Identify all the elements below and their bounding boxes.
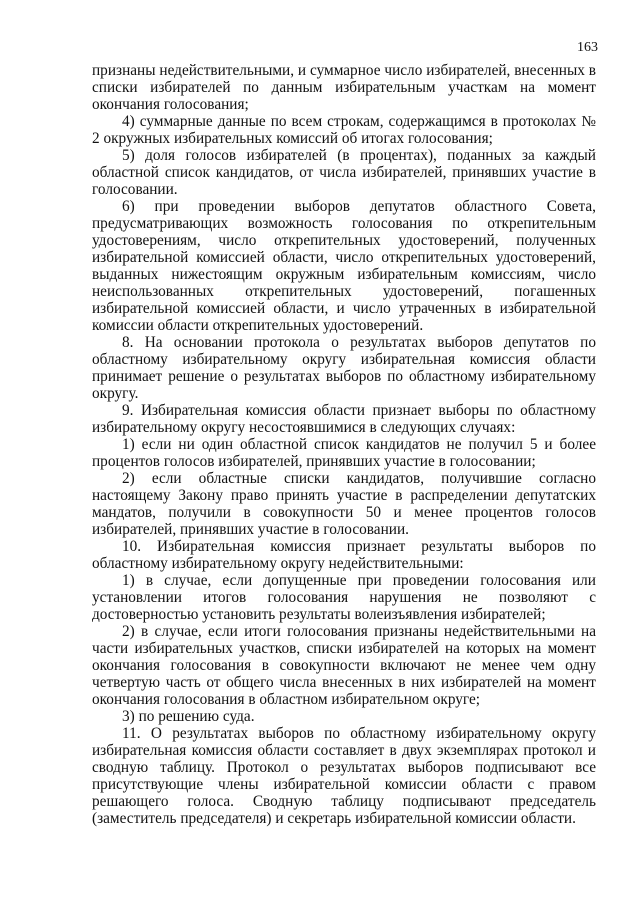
paragraph-section-11: 11. О результатах выборов по областному избирательному округу избирательная комиссия области составляет в двух экземплярах протокол и сводную таблицу. Протокол о результатах выборов подписывают все присутствующие члены избирательной комиссии области с правом решающего голоса. Сводную таблицу подписывают председатель (заместитель председателя) и секретарь избирательной комиссии области. [92,725,596,827]
paragraph-item-6: 6) при проведении выборов депутатов областного Совета, предусматривающих возможность голосования по открепительным удостоверениям, число открепительных удостоверений, полученных избирательной комиссией области, число открепительных удостоверений, выданных нижестоящим окружным избирательным комиссиям, число неиспользованных открепительных удостоверений, погашенных избирательной комиссией области, и число утраченных в избирательной комиссии области открепительных удостоверений. [92,198,596,334]
paragraph-section-9-item-1: 1) если ни один областной список кандидатов не получил 5 и более процентов голосов избирателей, принявших участие в голосовании; [92,436,596,470]
paragraph-item-5: 5) доля голосов избирателей (в процентах), поданных за каждый областной список кандидатов, от числа избирателей, принявших участие в голосовании. [92,147,596,198]
paragraph-section-9: 9. Избирательная комиссия области признает выборы по областному избирательному округу несостоявшимися в следующих случаях: [92,402,596,436]
paragraph-section-10-item-3: 3) по решению суда. [122,708,255,725]
paragraph-section-10-item-2: 2) в случае, если итоги голосования признаны недействительными на части избирательных участков, списки избирателей на которых на момент окончания голосования в совокупности включают не менее чем одну четвертую часть от общего числа внесенных в них избирателей на момент окончания голосования в областном избирательном округе; [92,623,596,708]
page-number: 163 [577,40,598,55]
paragraph-section-9-item-2: 2) если областные списки кандидатов, получившие согласно настоящему Закону право принять участие в распределении депутатских мандатов, получили в совокупности 50 и менее процентов голосов избирателей, принявших участие в голосовании. [92,470,596,538]
paragraph-section-10-item-1: 1) в случае, если допущенные при проведении голосования или установлении итогов голосования нарушения не позволяют с достоверностью установить результаты волеизъявления избирателей; [92,572,596,623]
paragraph-item-4: 4) суммарные данные по всем строкам, содержащимся в протоколах № 2 окружных избирательных комиссий об итогах голосования; [92,113,596,147]
document-body [92,62,596,827]
paragraph-section-8: 8. На основании протокола о результатах выборов депутатов по областному избирательному округу избирательная комиссия области принимает решение о результатах выборов по областному избирательному округу. [92,334,596,402]
paragraph-continuation: признаны недействительными, и суммарное число избирателей, внесенных в списки избирателей по данным избирательным участкам на момент окончания голосования; [92,62,596,113]
paragraph-section-10: 10. Избирательная комиссия признает результаты выборов по областному избирательному округу недействительными: [92,538,596,572]
